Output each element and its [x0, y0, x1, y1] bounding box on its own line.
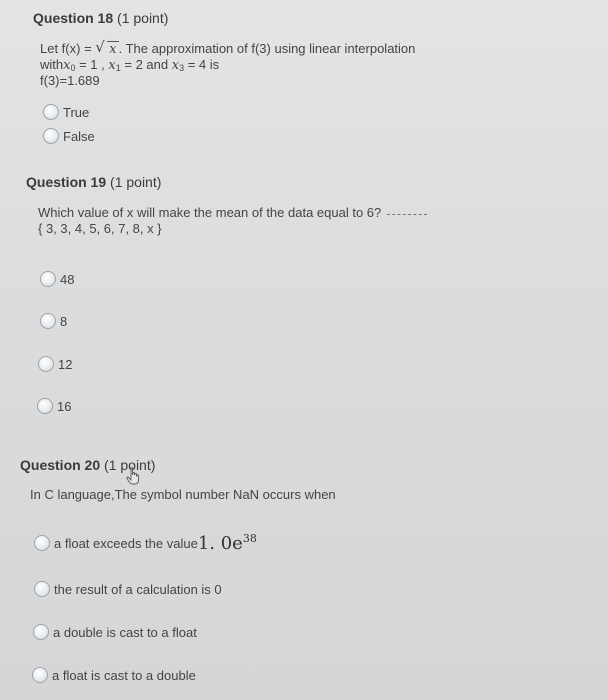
radio-button[interactable] — [33, 624, 49, 640]
radio-button[interactable] — [38, 356, 54, 372]
option-label: 16 — [57, 398, 72, 414]
question-18-text-line1 — [40, 38, 416, 58]
option-math — [198, 532, 257, 554]
question-18-text-prefix: Let f(x) = — [40, 41, 96, 56]
x0-value: = 1 , — [75, 57, 105, 72]
question-18-option-false[interactable] — [43, 128, 95, 144]
question-19-text-line1 — [38, 205, 427, 221]
question-19-title — [26, 174, 161, 190]
option-label: 12 — [58, 356, 73, 372]
radio-button[interactable] — [37, 398, 53, 414]
radio-button[interactable] — [34, 535, 50, 551]
question-20-number: Question 20 — [20, 457, 101, 473]
question-19 — [26, 174, 161, 190]
question-19-option-12[interactable] — [38, 356, 72, 372]
question-20-text: In C language,The symbol number NaN occurs when — [30, 487, 336, 502]
x3-subscript: 3 — [179, 63, 185, 73]
option-label: a float exceeds the value — [54, 535, 198, 551]
option-label: 48 — [60, 271, 75, 287]
question-18 — [33, 10, 168, 26]
question-19-number: Question 19 — [26, 174, 107, 190]
radio-button[interactable] — [43, 104, 59, 120]
question-18-number: Question 18 — [33, 10, 114, 26]
question-19-option-8[interactable] — [40, 313, 67, 329]
radio-button[interactable] — [43, 128, 59, 144]
question-20-option-3[interactable] — [33, 624, 197, 640]
sqrt-argument: x — [109, 42, 117, 57]
x1-subscript: 1 — [115, 63, 121, 73]
question-19-option-16[interactable] — [37, 398, 71, 414]
answer-blank — [387, 214, 427, 215]
question-18-option-true[interactable] — [43, 104, 89, 120]
x3-value: = 4 is — [184, 57, 220, 72]
sqrt-radical-icon: √ — [95, 38, 105, 56]
question-19-option-48[interactable] — [40, 271, 74, 287]
question-20-points: (1 point) — [104, 457, 156, 473]
option-label: a double is cast to a float — [53, 624, 197, 640]
question-18-with: with — [40, 57, 64, 72]
option-label: False — [63, 128, 95, 144]
x0-subscript: 0 — [70, 63, 76, 73]
question-18-points: (1 point) — [117, 10, 169, 26]
sqrt-expression — [95, 38, 118, 58]
question-20-option-4[interactable] — [32, 667, 196, 683]
question-20-option-2[interactable] — [34, 581, 222, 597]
radio-button[interactable] — [32, 667, 48, 683]
question-19-points: (1 point) — [110, 174, 162, 190]
option-label: a float is cast to a double — [52, 667, 196, 683]
option-label: 8 — [60, 313, 68, 329]
question-19-question: Which value of x will make the mean of the data equal to 6? — [38, 205, 382, 220]
radio-button[interactable] — [40, 313, 56, 329]
x0-variable: x — [63, 58, 71, 73]
option-label: True — [63, 104, 90, 120]
question-20-option-1[interactable] — [34, 532, 257, 554]
x3-variable: x — [171, 58, 180, 73]
math-exponent: 38 — [242, 532, 257, 545]
question-18-text-mid: . The approximation of f(3) using linear interpolation — [118, 41, 416, 56]
math-base: 1. 0e — [197, 533, 243, 554]
question-18-title — [33, 10, 168, 26]
option-label: the result of a calculation is 0 — [54, 581, 222, 597]
question-18-text-line3: f(3)=1.689 — [40, 73, 100, 88]
x1-variable: x — [108, 58, 116, 73]
radio-button[interactable] — [40, 271, 56, 287]
x1-value: = 2 and — [120, 57, 172, 72]
hand-cursor-icon — [126, 467, 140, 485]
question-19-data-set: { 3, 3, 4, 5, 6, 7, 8, x } — [38, 221, 162, 236]
radio-button[interactable] — [34, 581, 50, 597]
